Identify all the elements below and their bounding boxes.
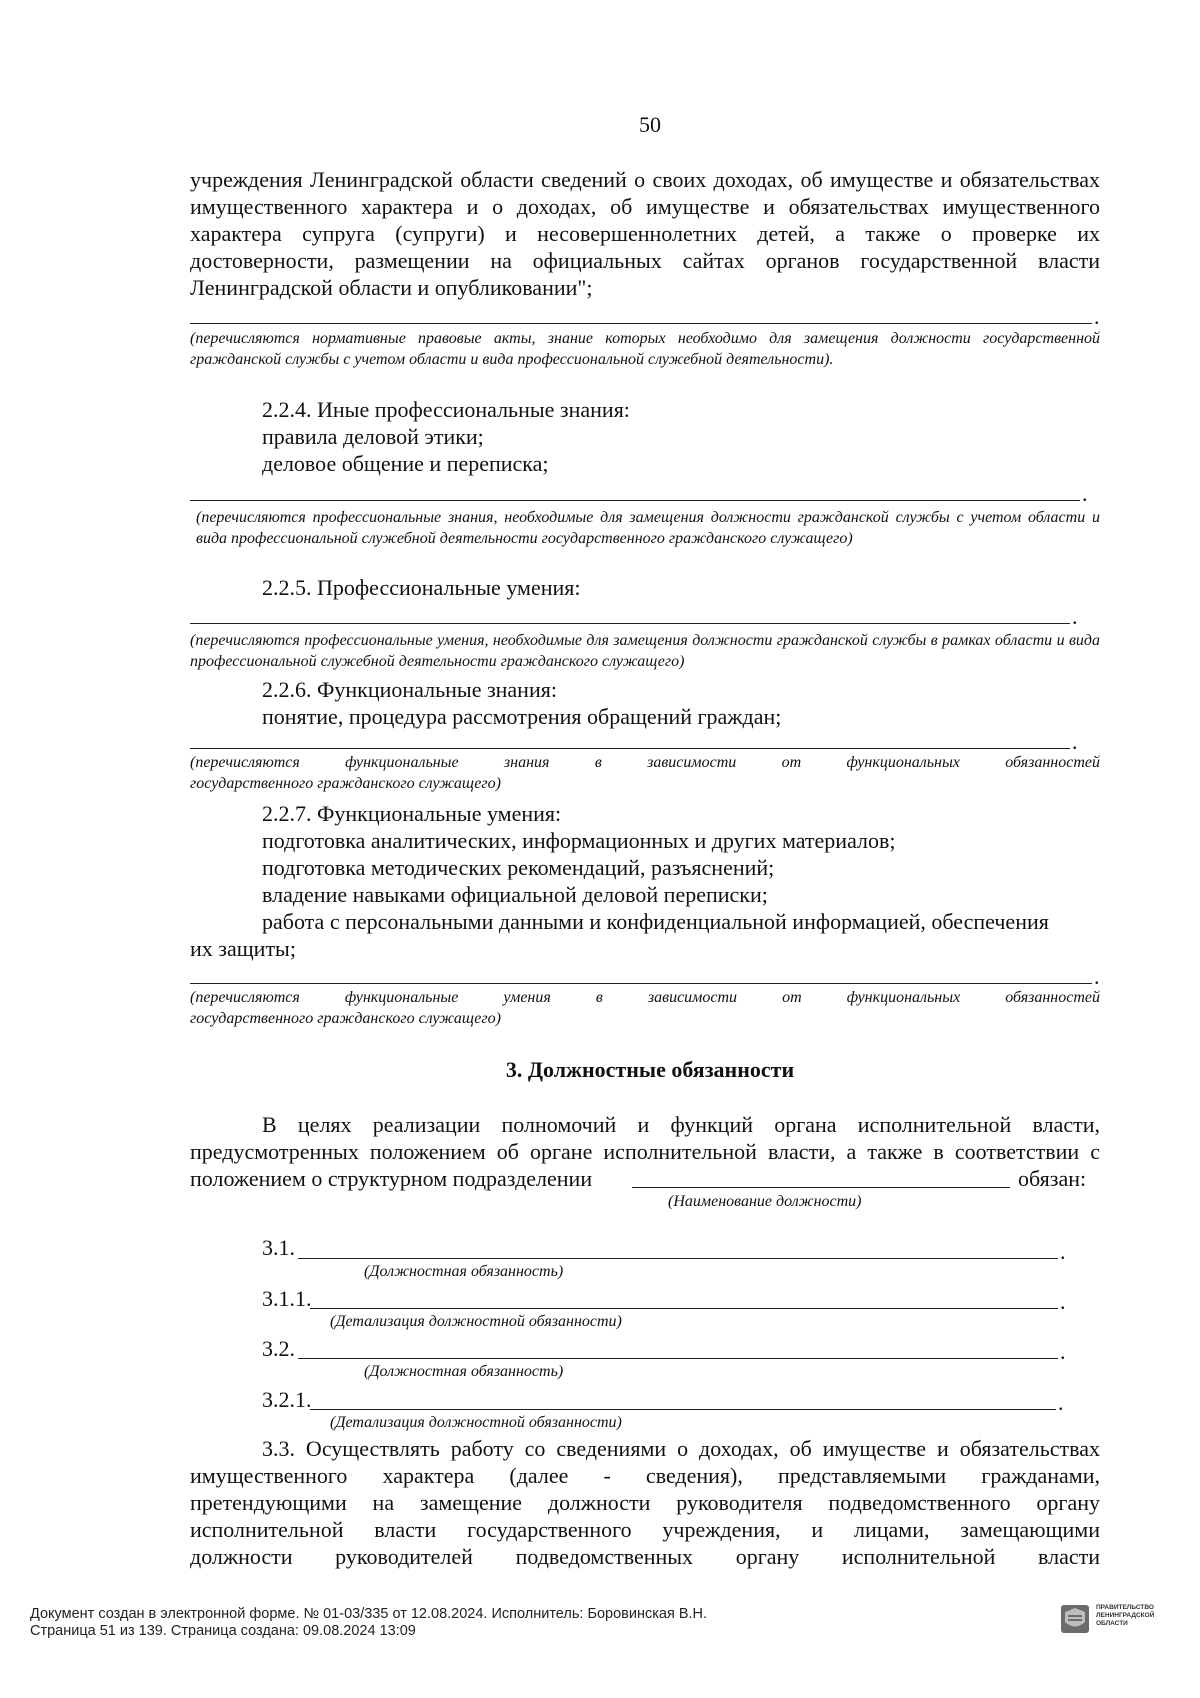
duty-number: 3.2. xyxy=(262,1336,295,1361)
note-professional-skills: (перечисляются профессиональные умения, необходимые для замещения должности гражданской службы в рамках области и вида профессиональной служебной деятельности гражданского служащего) xyxy=(190,632,1100,670)
list-item: работа с персональными данными и конфиденциальной информацией, обеспечения xyxy=(262,909,1049,934)
line-end-dot: . xyxy=(1060,1339,1066,1364)
duty-number: 3.1. xyxy=(262,1235,295,1260)
coat-of-arms-icon xyxy=(1060,1604,1090,1634)
list-item: подготовка аналитических, информационных и других материалов; xyxy=(262,828,896,853)
list-item-continuation: их защиты; xyxy=(190,936,296,961)
section-2-2-6-title: 2.2.6. Функциональные знания: xyxy=(262,677,557,702)
p33-line: претендующими на замещение должности руководителя подведомственного органу xyxy=(190,1490,1100,1515)
note-functional-knowledge-line2: государственного гражданского служащего) xyxy=(190,775,501,792)
fill-line xyxy=(190,500,1080,501)
duty-fill-line xyxy=(298,1358,1058,1359)
list-item: правила деловой этики; xyxy=(262,424,484,449)
duty-number: 3.2.1. xyxy=(262,1387,312,1412)
note-professional-knowledge: (перечисляются профессиональные знания, необходимые для замещения должности гражданской службы с учетом области и вида профессиональной служебной деятельности государственного гражданского служащего) xyxy=(196,509,1100,547)
p33-line: имущественного характера (далее - сведения), представляемыми гражданами, xyxy=(190,1463,1100,1488)
line-end-dot: . xyxy=(1058,1390,1064,1415)
note-normative-acts: (перечисляются нормативные правовые акты, знание которых необходимо для замещения должности государственной гражданской службы с учетом области и вида профессиональной служебной деятельности). xyxy=(190,330,1100,368)
section-2-2-7-title: 2.2.7. Функциональные умения: xyxy=(262,801,562,826)
duty-fill-line xyxy=(298,1258,1058,1259)
line-end-dot: . xyxy=(1060,1239,1066,1264)
fill-line xyxy=(190,323,1092,324)
position-name-caption: (Наименование должности) xyxy=(668,1193,862,1210)
line-end-dot: . xyxy=(1072,729,1078,754)
fill-line xyxy=(190,748,1070,749)
intro-paragraph: учреждения Ленинградской области сведений о своих доходах, об имуществе и обязательствах имущественного характера и о доходах, об имуществе и обязательствах имущественного характера супруга (супруги) и несовершеннолетних детей, а также о проверке их достоверности, размещении на официальных сайтах органов государственной власти Ленинградской области и опубликовании"; xyxy=(190,167,1100,300)
fill-line xyxy=(190,983,1092,984)
note-functional-knowledge-line1: (перечисляются функциональные знания в зависимости от функциональных обязанностей xyxy=(190,754,1100,771)
line-end-dot: . xyxy=(1094,964,1100,989)
logo-text: ПРАВИТЕЛЬСТВО ЛЕНИНГРАДСКОЙ ОБЛАСТИ xyxy=(1096,1604,1155,1627)
government-logo xyxy=(1060,1604,1176,1634)
footer-line-1: Документ создан в электронной форме. № 01-03/335 от 12.08.2024. Исполнитель: Боровинская В.Н. xyxy=(30,1606,708,1622)
list-item: владение навыками официальной деловой переписки; xyxy=(262,882,768,907)
duty-caption: (Должностная обязанность) xyxy=(364,1263,564,1280)
section-2-2-5-title: 2.2.5. Профессиональные умения: xyxy=(262,575,581,600)
section-3-intro-line3-end: обязан: xyxy=(1018,1166,1087,1191)
line-end-dot: . xyxy=(1082,481,1088,506)
page-number: 50 xyxy=(639,112,661,137)
p33-line: исполнительной власти государственного учреждения, и лицами, замещающими xyxy=(190,1517,1100,1542)
duty-caption: (Детализация должностной обязанности) xyxy=(330,1414,622,1431)
section-3-heading: 3. Должностные обязанности xyxy=(505,1057,795,1082)
line-end-dot: . xyxy=(1060,1289,1066,1314)
p33-line: должности руководителей подведомственных органу исполнительной власти xyxy=(190,1544,1100,1569)
line-end-dot: . xyxy=(1094,304,1100,329)
list-item: понятие, процедура рассмотрения обращений граждан; xyxy=(262,704,782,729)
note-functional-skills-line1: (перечисляются функциональные умения в зависимости от функциональных обязанностей xyxy=(190,989,1100,1006)
fill-line xyxy=(190,623,1070,624)
list-item: деловое общение и переписка; xyxy=(262,451,549,476)
p33-line: 3.3. Осуществлять работу со сведениями о доходах, об имуществе и обязательствах xyxy=(262,1436,1100,1461)
section-3-intro-line2: предусмотренных положением об органе исполнительной власти, а также в соответствии с xyxy=(190,1139,1100,1164)
duty-caption: (Должностная обязанность) xyxy=(364,1363,564,1380)
position-name-line xyxy=(632,1187,1010,1188)
duty-fill-line xyxy=(310,1308,1058,1309)
line-end-dot: . xyxy=(1072,604,1078,629)
note-functional-skills-line2: государственного гражданского служащего) xyxy=(190,1010,501,1027)
section-3-intro-line3-start: положением о структурном подразделении xyxy=(190,1166,593,1191)
footer-line-2: Страница 51 из 139. Страница создана: 09.08.2024 13:09 xyxy=(30,1623,416,1639)
section-3-intro-line1: В целях реализации полномочий и функций органа исполнительной власти, xyxy=(262,1112,1100,1137)
duty-fill-line xyxy=(310,1409,1056,1410)
duty-caption: (Детализация должностной обязанности) xyxy=(330,1313,622,1330)
document-footer xyxy=(30,1606,707,1640)
list-item: подготовка методических рекомендаций, разъяснений; xyxy=(262,855,775,880)
duty-number: 3.1.1. xyxy=(262,1286,312,1311)
section-2-2-4-title: 2.2.4. Иные профессиональные знания: xyxy=(262,397,630,422)
